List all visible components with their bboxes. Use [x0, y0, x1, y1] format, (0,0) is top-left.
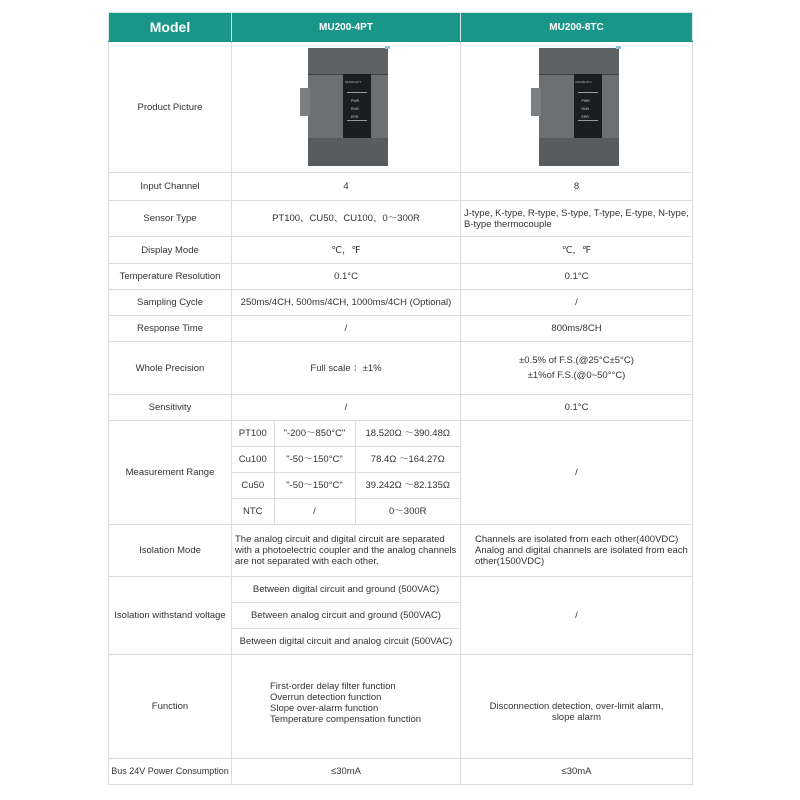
row-sampling-cycle	[109, 290, 693, 316]
header-row	[109, 13, 693, 42]
resistance-range: 0～300R	[355, 499, 460, 525]
value-mu200-8tc: 8	[461, 173, 693, 201]
column-header-mu200-4pt: MU200-4PT	[232, 13, 461, 42]
led-label: PWR	[581, 99, 590, 103]
row-label: Sampling Cycle	[109, 290, 232, 316]
plc-module-image	[298, 48, 394, 166]
row-label: Sensitivity	[109, 395, 232, 421]
function-item: Temperature compensation function	[270, 714, 422, 725]
temperature-range: "-50～150°C"	[274, 447, 355, 473]
value-mu200-4pt: PT100、CU50、CU100、0～300R	[232, 201, 461, 237]
row-response-time	[109, 316, 693, 342]
row-bus-power-consumption	[109, 759, 693, 785]
range-row	[232, 447, 460, 473]
value-mu200-4pt: 4	[232, 173, 461, 201]
row-label: Product Picture	[109, 42, 232, 173]
panel-label: MU200-4PT	[345, 80, 362, 84]
withstand-voltage-subtable	[232, 577, 460, 654]
led-label: RUN	[351, 107, 359, 111]
value-mu200-8tc: 0.1°C	[461, 264, 693, 290]
row-label: Isolation Mode	[109, 525, 232, 577]
precision-line-1: ±0.5% of F.S.(@25°C±5°C)	[519, 355, 634, 366]
value-mu200-8tc: J-type, K-type, R-type, S-type, T-type, E-type, N-type, B-type thermocouple	[461, 201, 693, 237]
row-temperature-resolution	[109, 264, 693, 290]
value-mu200-8tc	[461, 342, 693, 395]
row-product-picture	[109, 42, 693, 173]
row-isolation-mode	[109, 525, 693, 577]
row-measurement-range	[109, 421, 693, 525]
sensor-name: Cu100	[232, 447, 274, 473]
value-mu200-4pt: ≤30mA	[232, 759, 461, 785]
row-label: Display Mode	[109, 237, 232, 264]
product-image-mu200-4pt	[232, 42, 461, 173]
row-sensitivity	[109, 395, 693, 421]
row-label: Bus 24V Power Consumption	[109, 759, 232, 785]
range-row	[232, 421, 460, 447]
row-sensor-type	[109, 201, 693, 237]
spec-comparison-table	[108, 12, 693, 785]
row-function	[109, 655, 693, 759]
model-header: Model	[109, 13, 232, 42]
function-item: First-order delay filter function	[270, 681, 396, 692]
value-mu200-8tc: 800ms/8CH	[461, 316, 693, 342]
panel-label: MU200-8TC	[575, 80, 592, 84]
withstand-item: Between digital circuit and analog circuit (500VAC)	[232, 629, 460, 655]
product-image-mu200-8tc	[461, 42, 693, 173]
row-label: Function	[109, 655, 232, 759]
value-mu200-4pt: /	[232, 316, 461, 342]
value-mu200-4pt: 250ms/4CH, 500ms/4CH, 1000ms/4CH (Optional)	[232, 290, 461, 316]
row-whole-precision	[109, 342, 693, 395]
value-mu200-8tc: Channels are isolated from each other(400VDC) Analog and digital channels are isolated from each other(1500VDC)	[461, 525, 693, 577]
sensor-name: Cu50	[232, 473, 274, 499]
function-item: Slope over-alarm function	[270, 703, 379, 714]
range-row	[232, 473, 460, 499]
value-mu200-4pt: /	[232, 395, 461, 421]
value-mu200-8tc: /	[461, 577, 693, 655]
value-mu200-8tc: ℃，℉	[461, 237, 693, 264]
measurement-range-subtable-cell	[232, 421, 461, 525]
value-mu200-4pt: 0.1°C	[232, 264, 461, 290]
row-isolation-withstand-voltage	[109, 577, 693, 655]
row-label: Response Time	[109, 316, 232, 342]
withstand-voltage-subtable-cell	[232, 577, 461, 655]
row-input-channel	[109, 173, 693, 201]
range-row	[232, 499, 460, 525]
function-item: Overrun detection function	[270, 692, 382, 703]
led-label: PWR	[351, 99, 360, 103]
value-mu200-4pt	[232, 655, 461, 759]
value-mu200-4pt: Full scale ：±1%	[232, 342, 461, 395]
plc-module-image	[529, 48, 625, 166]
value-mu200-8tc: Disconnection detection, over-limit alarm, slope alarm	[461, 655, 693, 759]
withstand-item: Between analog circuit and ground (500VAC)	[232, 603, 460, 629]
value-mu200-8tc: /	[461, 421, 693, 525]
column-header-mu200-8tc: MU200-8TC	[461, 13, 693, 42]
precision-line-2: ±1%of F.S.(@0~50°°C)	[527, 370, 626, 381]
withstand-item: Between digital circuit and ground (500VAC)	[232, 577, 460, 603]
sensor-name: PT100	[232, 421, 274, 447]
row-label: Measurement Range	[109, 421, 232, 525]
led-label: ERR	[351, 115, 359, 119]
row-display-mode	[109, 237, 693, 264]
row-label: Isolation withstand voltage	[109, 577, 232, 655]
row-label: Whole Precision	[109, 342, 232, 395]
value-mu200-8tc: /	[461, 290, 693, 316]
temperature-range: /	[274, 499, 355, 525]
value-mu200-4pt: ℃，℉	[232, 237, 461, 264]
value-mu200-4pt: The analog circuit and digital circuit are separated with a photoelectric coupler and the analog channels are not separated with each other.	[232, 525, 461, 577]
resistance-range: 78.4Ω ～164.27Ω	[355, 447, 460, 473]
value-mu200-8tc: ≤30mA	[461, 759, 693, 785]
sensor-name: NTC	[232, 499, 274, 525]
temperature-range: "-200～850°C"	[274, 421, 355, 447]
led-label: ERR	[581, 115, 589, 119]
row-label: Input Channel	[109, 173, 232, 201]
resistance-range: 39.242Ω ～82.135Ω	[355, 473, 460, 499]
row-label: Sensor Type	[109, 201, 232, 237]
led-label: RUN	[581, 107, 590, 111]
value-mu200-8tc: 0.1°C	[461, 395, 693, 421]
temperature-range: "-50～150°C"	[274, 473, 355, 499]
resistance-range: 18.520Ω ～390.48Ω	[355, 421, 460, 447]
row-label: Temperature Resolution	[109, 264, 232, 290]
measurement-range-subtable	[232, 421, 460, 524]
